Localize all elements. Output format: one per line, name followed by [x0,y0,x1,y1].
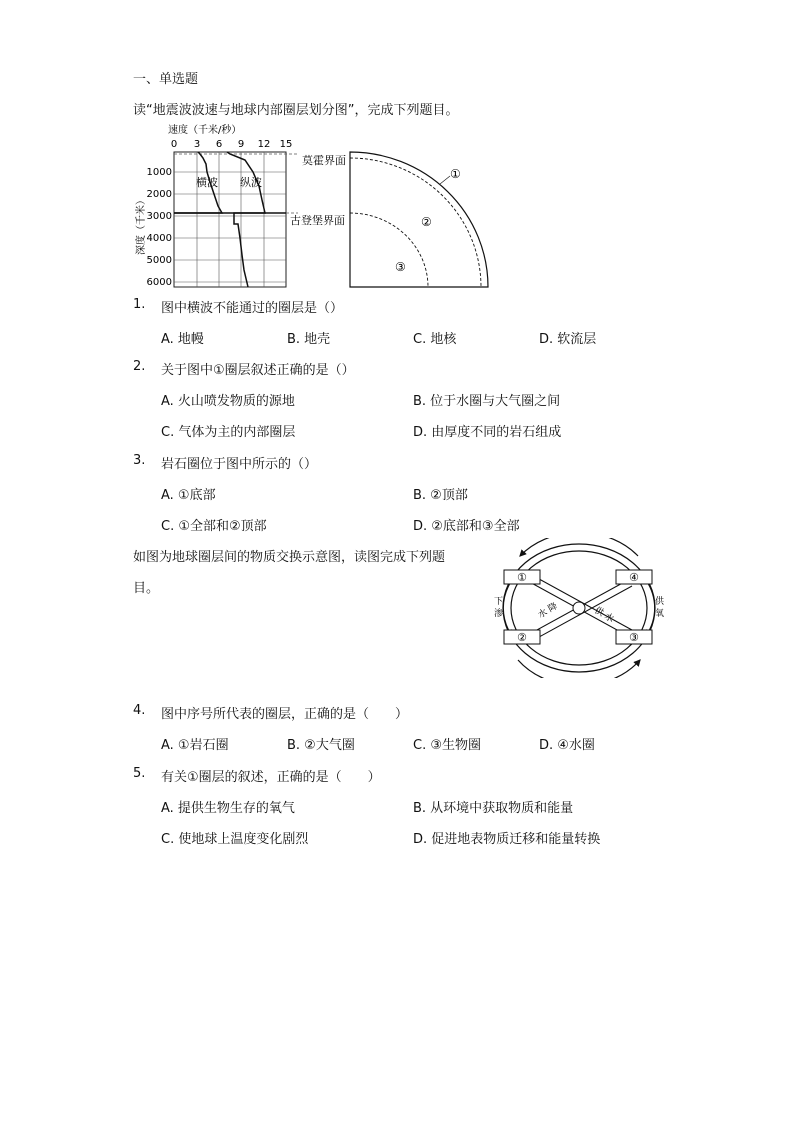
q5-option-a[interactable]: A. 提供生物生存的氧气 [161,801,295,816]
q1-text: 图中横波不能通过的圈层是（） [161,301,344,316]
section-title: 一、单选题 [133,72,199,87]
depth-tick: 1000 [146,167,172,178]
q1-option-a[interactable]: A. 地幔 [161,332,204,347]
layer2-label: ② [421,215,432,229]
q5-option-d[interactable]: D. 促进地表物质迁移和能量转换 [413,832,601,847]
q2-number: 2. [133,359,146,374]
q1-option-b[interactable]: B. 地壳 [287,332,331,347]
earth-section [350,152,488,287]
depth-tick: 6000 [146,277,172,288]
chart-grid [174,152,286,287]
center-circle [573,602,585,614]
q5-option-b[interactable]: B. 从环境中获取物质和能量 [413,801,574,816]
q3-text: 岩石圈位于图中所示的（） [161,457,318,472]
depth-tick: 5000 [146,255,172,266]
q2-option-c[interactable]: C. 气体为主的内部圈层 [161,425,296,440]
moho-label: 莫霍界面 [302,154,346,167]
intro-text-2-line1: 如图为地球圈层间的物质交换示意图，读图完成下列题 [133,550,446,565]
layer3-label: ③ [395,260,406,274]
box2-label: ② [517,631,527,644]
p-wave-label: 纵波 [240,176,262,189]
q3-option-c[interactable]: C. ①全部和②顶部 [161,519,267,534]
label-down: 下 [494,597,504,607]
q3-option-b[interactable]: B. ②顶部 [413,488,468,503]
seismic-wave-diagram [130,120,500,292]
intro-text-2-line2: 目。 [133,581,160,596]
q4-option-c[interactable]: C. ③生物圈 [413,738,481,753]
speed-tick: 12 [257,139,271,150]
layer1-leader [440,176,450,184]
sphere-exchange-diagram [488,538,670,678]
intro-text-1: 读“地震波波速与地球内部圈层划分图”，完成下列题目。 [133,103,459,118]
q2-option-a[interactable]: A. 火山喷发物质的源地 [161,394,295,409]
label-water-fall-1: 水 [536,607,550,621]
q1-option-c[interactable]: C. 地核 [413,332,457,347]
speed-tick: 3 [193,139,201,150]
label-supply-oxygen-2: 氧 [655,609,665,619]
q1-number: 1. [133,297,146,312]
label-water-fall-2: 降 [546,601,560,615]
speed-tick: 15 [279,139,293,150]
q4-option-d[interactable]: D. ④水圈 [539,738,595,753]
label-supply-water-1: 供 [592,605,606,619]
label-supply-water-2: 水 [602,611,616,625]
depth-axis-label: 深度（千米） [136,195,147,255]
depth-tick: 4000 [146,233,172,244]
q4-text: 图中序号所代表的圈层，正确的是（ ） [161,707,409,722]
q3-option-d[interactable]: D. ②底部和③全部 [413,519,520,534]
q3-number: 3. [133,453,146,468]
s-wave-label: 横波 [196,176,218,189]
gutenberg-label: 古登堡界面 [290,214,345,227]
label-supply-oxygen-1: 供 [655,597,665,607]
q5-text: 有关①圈层的叙述，正确的是（ ） [161,770,381,785]
label-seep: 渗 [494,609,504,619]
speed-tick: 0 [170,139,178,150]
speed-tick: 6 [215,139,223,150]
q4-option-a[interactable]: A. ①岩石圈 [161,738,229,753]
q2-text: 关于图中①圈层叙述正确的是（） [161,363,355,378]
q2-option-d[interactable]: D. 由厚度不同的岩石组成 [413,425,562,440]
depth-tick: 2000 [146,189,172,200]
box3-label: ③ [629,631,639,644]
speed-tick: 9 [237,139,245,150]
q3-option-a[interactable]: A. ①底部 [161,488,216,503]
box4-label: ④ [629,571,639,584]
q1-option-d[interactable]: D. 软流层 [539,332,597,347]
q4-option-b[interactable]: B. ②大气圈 [287,738,355,753]
q5-number: 5. [133,766,146,781]
q5-option-c[interactable]: C. 使地球上温度变化剧烈 [161,832,309,847]
q4-number: 4. [133,703,146,718]
depth-tick: 3000 [146,211,172,222]
q2-option-b[interactable]: B. 位于水圈与大气圈之间 [413,394,561,409]
box1-label: ① [517,571,527,584]
speed-axis-label: 速度（千米/秒） [168,125,242,136]
layer1-label: ① [450,167,461,181]
